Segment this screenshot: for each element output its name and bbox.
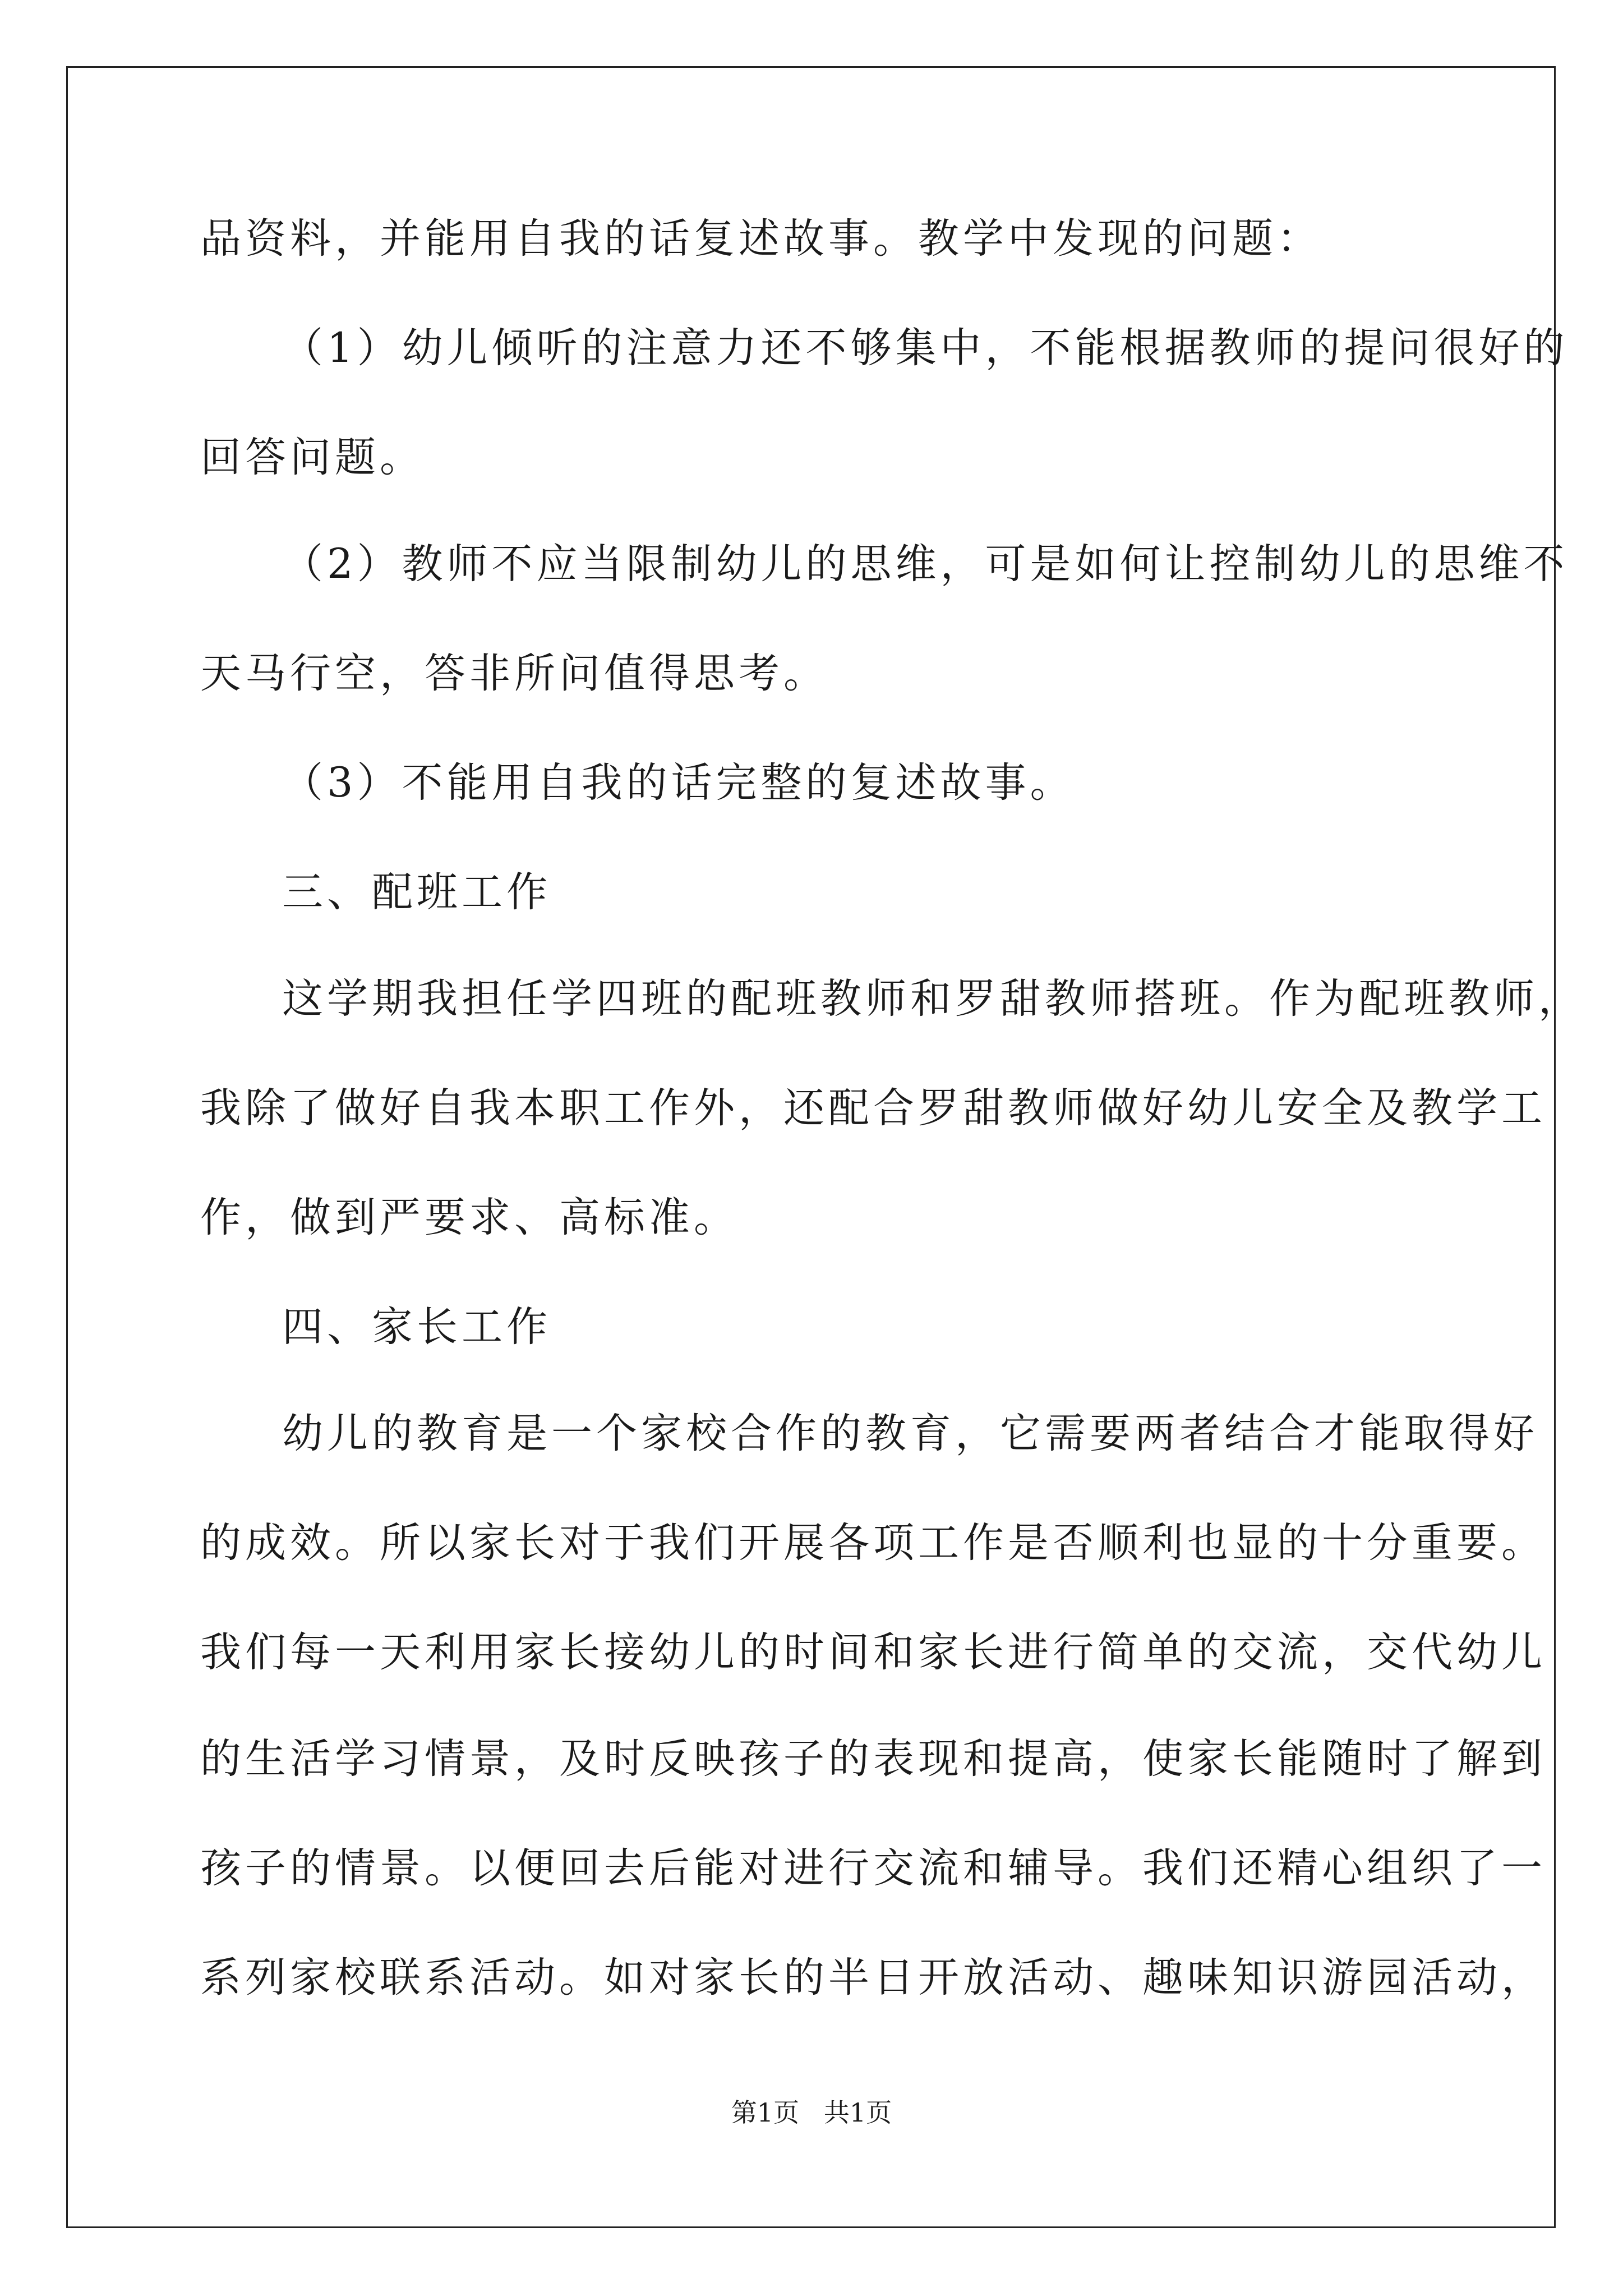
text-line: 我除了做好自我本职工作外，还配合罗甜教师做好幼儿安全及教学工 — [200, 1084, 1546, 1132]
section-heading: 四、家长工作 — [282, 1303, 551, 1351]
text-line: 回答问题。 — [200, 434, 425, 481]
text-line: 品资料，并能用自我的话复述故事。教学中发现的问题： — [200, 215, 1322, 263]
text-line: （3）不能用自我的话完整的复述故事。 — [282, 759, 1075, 807]
page-footer: 第1页 共1页 — [731, 2097, 892, 2128]
text-line: 作，做到严要求、高标准。 — [200, 1194, 739, 1241]
text-line: 孩子的情景。以便回去后能对进行交流和辅导。我们还精心组织了一 — [200, 1844, 1546, 1892]
text-line: 我们每一天利用家长接幼儿的时间和家长进行简单的交流，交代幼儿 — [200, 1628, 1546, 1676]
text-line: 的生活学习情景，及时反映孩子的表现和提高，使家长能随时了解到 — [200, 1735, 1546, 1783]
text-line: 系列家校联系活动。如对家长的半日开放活动、趣味知识游园活动， — [200, 1954, 1546, 2001]
section-heading: 三、配班工作 — [282, 868, 551, 916]
text-line: 这学期我担任学四班的配班教师和罗甜教师搭班。作为配班教师， — [282, 975, 1583, 1023]
text-line: （1）幼儿倾听的注意力还不够集中，不能根据教师的提问很好的 — [282, 324, 1569, 372]
text-line: （2）教师不应当限制幼儿的思维，可是如何让控制幼儿的思维不 — [282, 540, 1569, 588]
text-line: 幼儿的教育是一个家校合作的教育，它需要两者结合才能取得好 — [282, 1410, 1538, 1457]
text-line: 天马行空，答非所问值得思考。 — [200, 650, 828, 697]
text-line: 的成效。所以家长对于我们开展各项工作是否顺利也显的十分重要。 — [200, 1519, 1546, 1567]
page-border — [66, 66, 1556, 2228]
